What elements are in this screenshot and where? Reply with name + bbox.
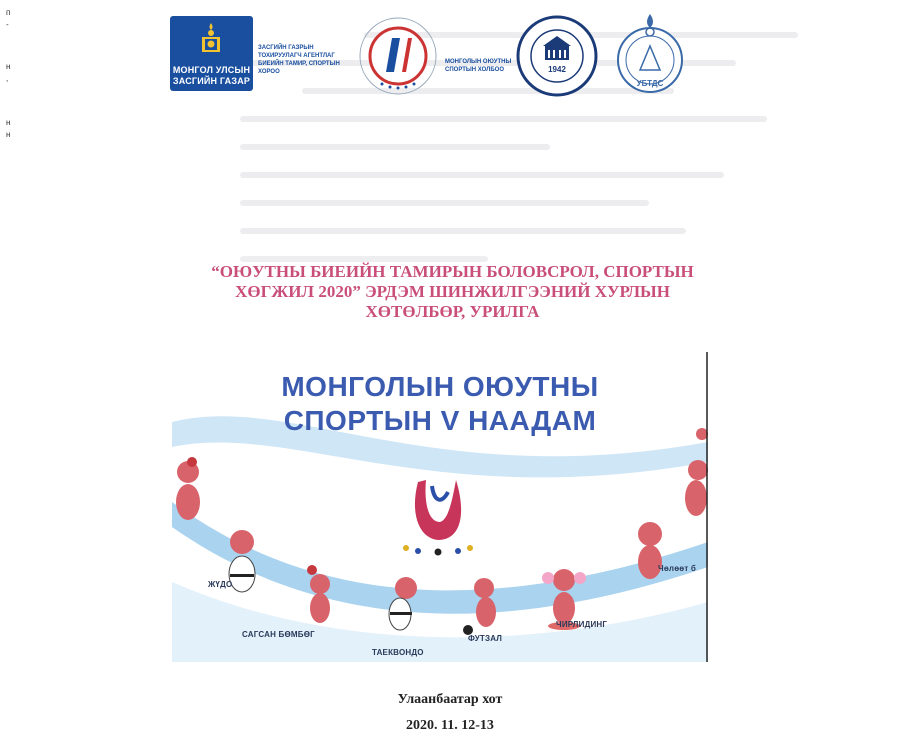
- bear-right-edge: [685, 428, 708, 516]
- label-taekwondo: ТАЕКВОНДО: [372, 648, 424, 657]
- poster-title-line-1: МОНГОЛЫН ОЮУТНЫ: [281, 371, 599, 402]
- university-year: 1942: [548, 65, 566, 74]
- federation-caption: МОНГОЛЫН ОЮУТНЫ СПОРТЫН ХОЛБОО: [445, 59, 512, 73]
- poster-title-line-2: СПОРТЫН V НААДАМ: [283, 405, 597, 436]
- poster-title: [172, 370, 708, 438]
- label-cheerleading: ЧИРЛИДИНГ: [556, 620, 608, 629]
- edge-fragment: ,: [6, 74, 9, 83]
- left-edge-text-fragments: [0, 0, 40, 745]
- government-logo: [170, 16, 253, 91]
- edge-fragment: -: [6, 20, 9, 29]
- sports-university-caption: УБТДС: [636, 79, 664, 88]
- title-line-1: “ОЮУТНЫ БИЕИЙН ТАМИРЫН БОЛОВСРОЛ, СПОРТЫН: [211, 262, 694, 281]
- label-futsal: ФУТЗАЛ: [468, 634, 503, 643]
- national-university-logo: [515, 14, 599, 98]
- footer-city: Улаанбаатар хот: [397, 692, 503, 707]
- edge-fragment: н: [6, 62, 11, 71]
- edge-fragment: п: [6, 8, 11, 17]
- soyombo-icon: [200, 22, 222, 54]
- program-title: [150, 262, 755, 322]
- festival-poster: [172, 352, 708, 662]
- gov-logo-line2: ЗАСГИЙН ГАЗАР: [172, 76, 251, 86]
- label-freestyle: Чөлөөт б: [658, 564, 697, 573]
- bear-judo: [229, 530, 255, 592]
- edge-fragment: н: [6, 118, 11, 127]
- label-judo: ЖҮДО: [208, 580, 233, 589]
- edge-fragment: н: [6, 130, 11, 139]
- festival-emblem: [403, 480, 473, 556]
- student-sports-federation-logo: [356, 14, 440, 98]
- footer-date: 2020. 11. 12-13: [406, 718, 494, 733]
- sports-university-logo: [610, 10, 690, 100]
- title-line-3: ХӨТӨЛБӨР, УРИЛГА: [365, 302, 540, 321]
- logos-row: [170, 10, 690, 105]
- bear-ball-left: [176, 457, 200, 520]
- label-basketball: САГСАН БӨМБӨГ: [242, 630, 315, 639]
- agency-caption: ЗАСГИЙН ГАЗРЫН ТОХИРУУЛАГЧ АГЕНТЛАГ БИЕИЙН ТАМИР, СПОРТЫН ХОРОО: [258, 45, 340, 75]
- title-line-2: ХӨГЖИЛ 2020” ЭРДЭМ ШИНЖИЛГЭЭНИЙ ХУРЛЫН: [235, 282, 670, 301]
- gov-logo-line1: МОНГОЛ УЛСЫН: [172, 65, 251, 75]
